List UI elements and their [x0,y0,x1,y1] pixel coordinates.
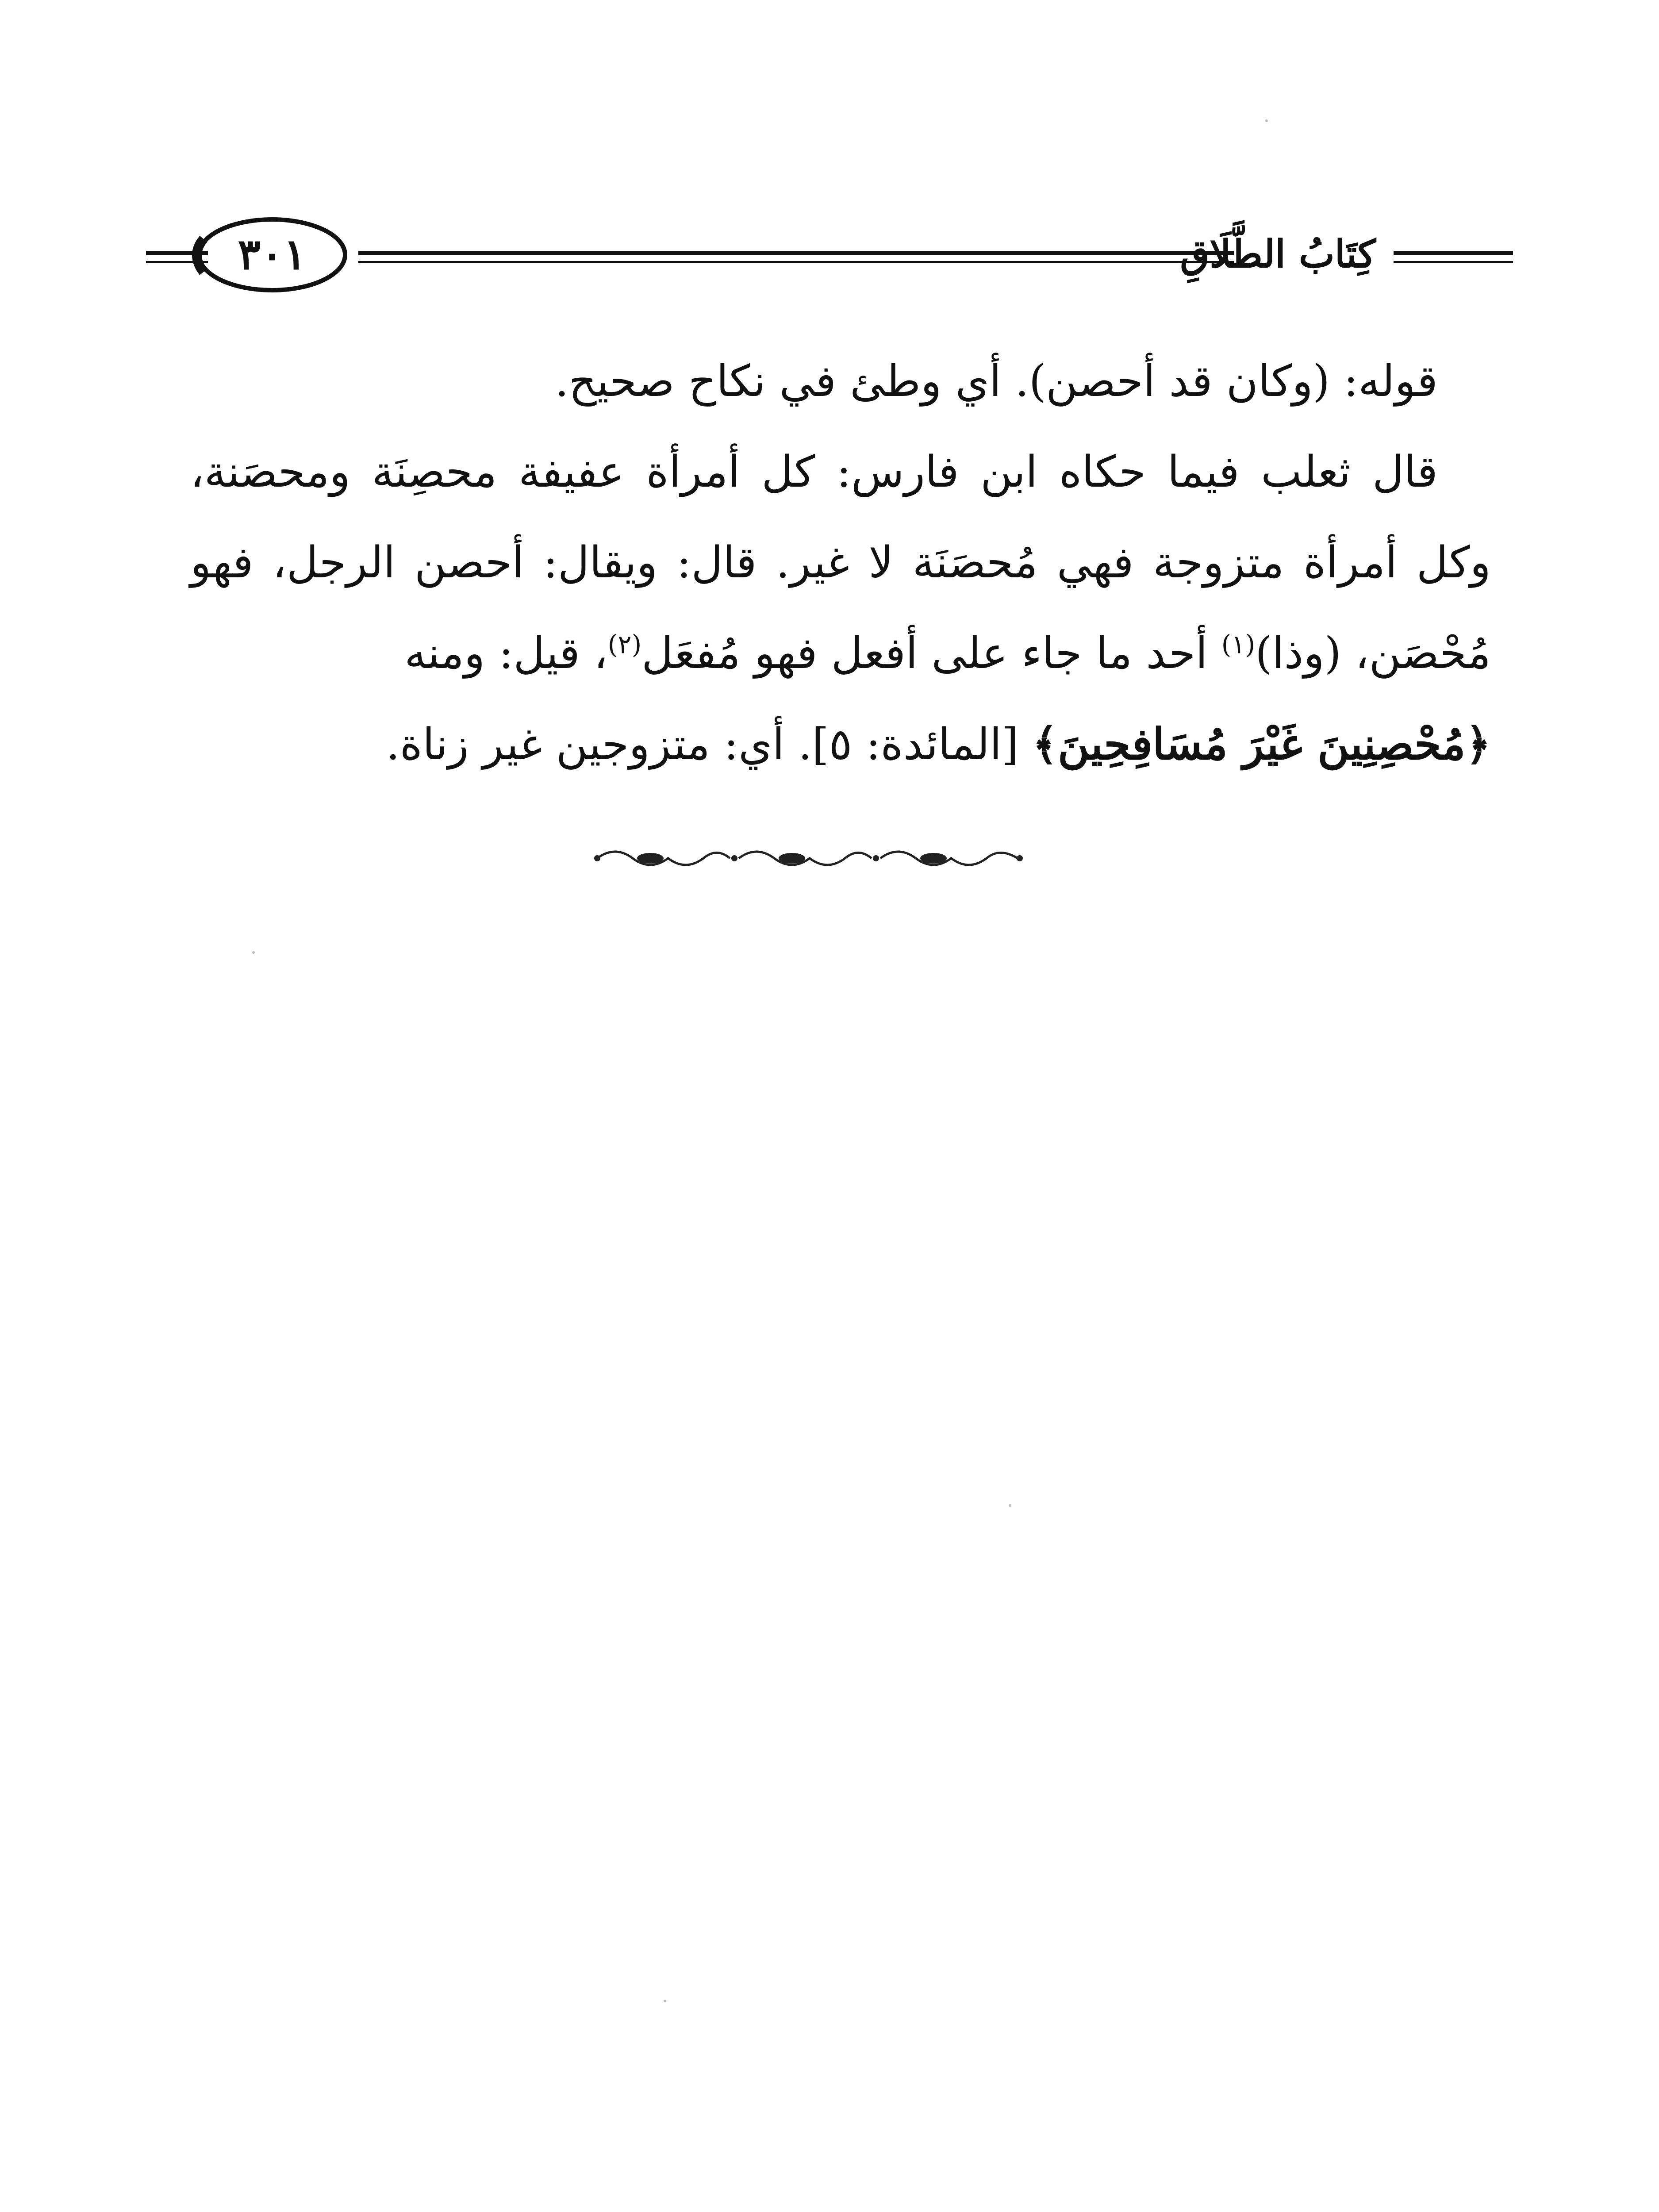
running-title: كِتَابُ الطَّلَاقِ [1180,232,1376,276]
scan-speck [252,951,255,954]
quran-line [190,699,1491,790]
scan-speck [1009,1504,1011,1507]
quran-reference: [المائدة: ٥]. أي: متزوجين غير زناة. [386,719,1033,770]
paragraph-1: قوله: (وكان قد أحصن). أي وطئ في نكاح صحيح. [555,356,1438,407]
scan-speck [1265,119,1268,122]
quran-close-bracket: ﴾ [1032,719,1058,770]
quran-open-bracket: ﴿ [1465,719,1491,770]
footnote-ref-2[interactable]: (٢) [607,629,642,660]
page-number: ٣٠١ [238,229,307,279]
section-ornament [588,841,1031,876]
paragraph-2 [190,427,1491,699]
paragraph-2-continued: أحد ما جاء على أفعل فهو مُفعَل [641,628,1221,679]
paragraph-2-continued-b: ، قيل: ومنه [404,628,608,679]
scan-speck [664,2000,666,2002]
footnote-ref-1[interactable]: (١) [1221,629,1256,660]
quran-verse: مُحْصِنِينَ غَيْرَ مُسَافِحِينَ [1057,719,1466,770]
main-text [190,336,1491,790]
paragraph-2-text: قال ثعلب فيما حكاه ابن فارس: كل أمرأة عفيفة محصِنَة ومحصَنة، وكل أمرأة متزوجة فهي مُحصَنَة لا غير. قال: ويقال: أحصن الرجل، فهو مُحْصَن، (وذا) [190,447,1491,679]
page-header [146,212,1517,310]
